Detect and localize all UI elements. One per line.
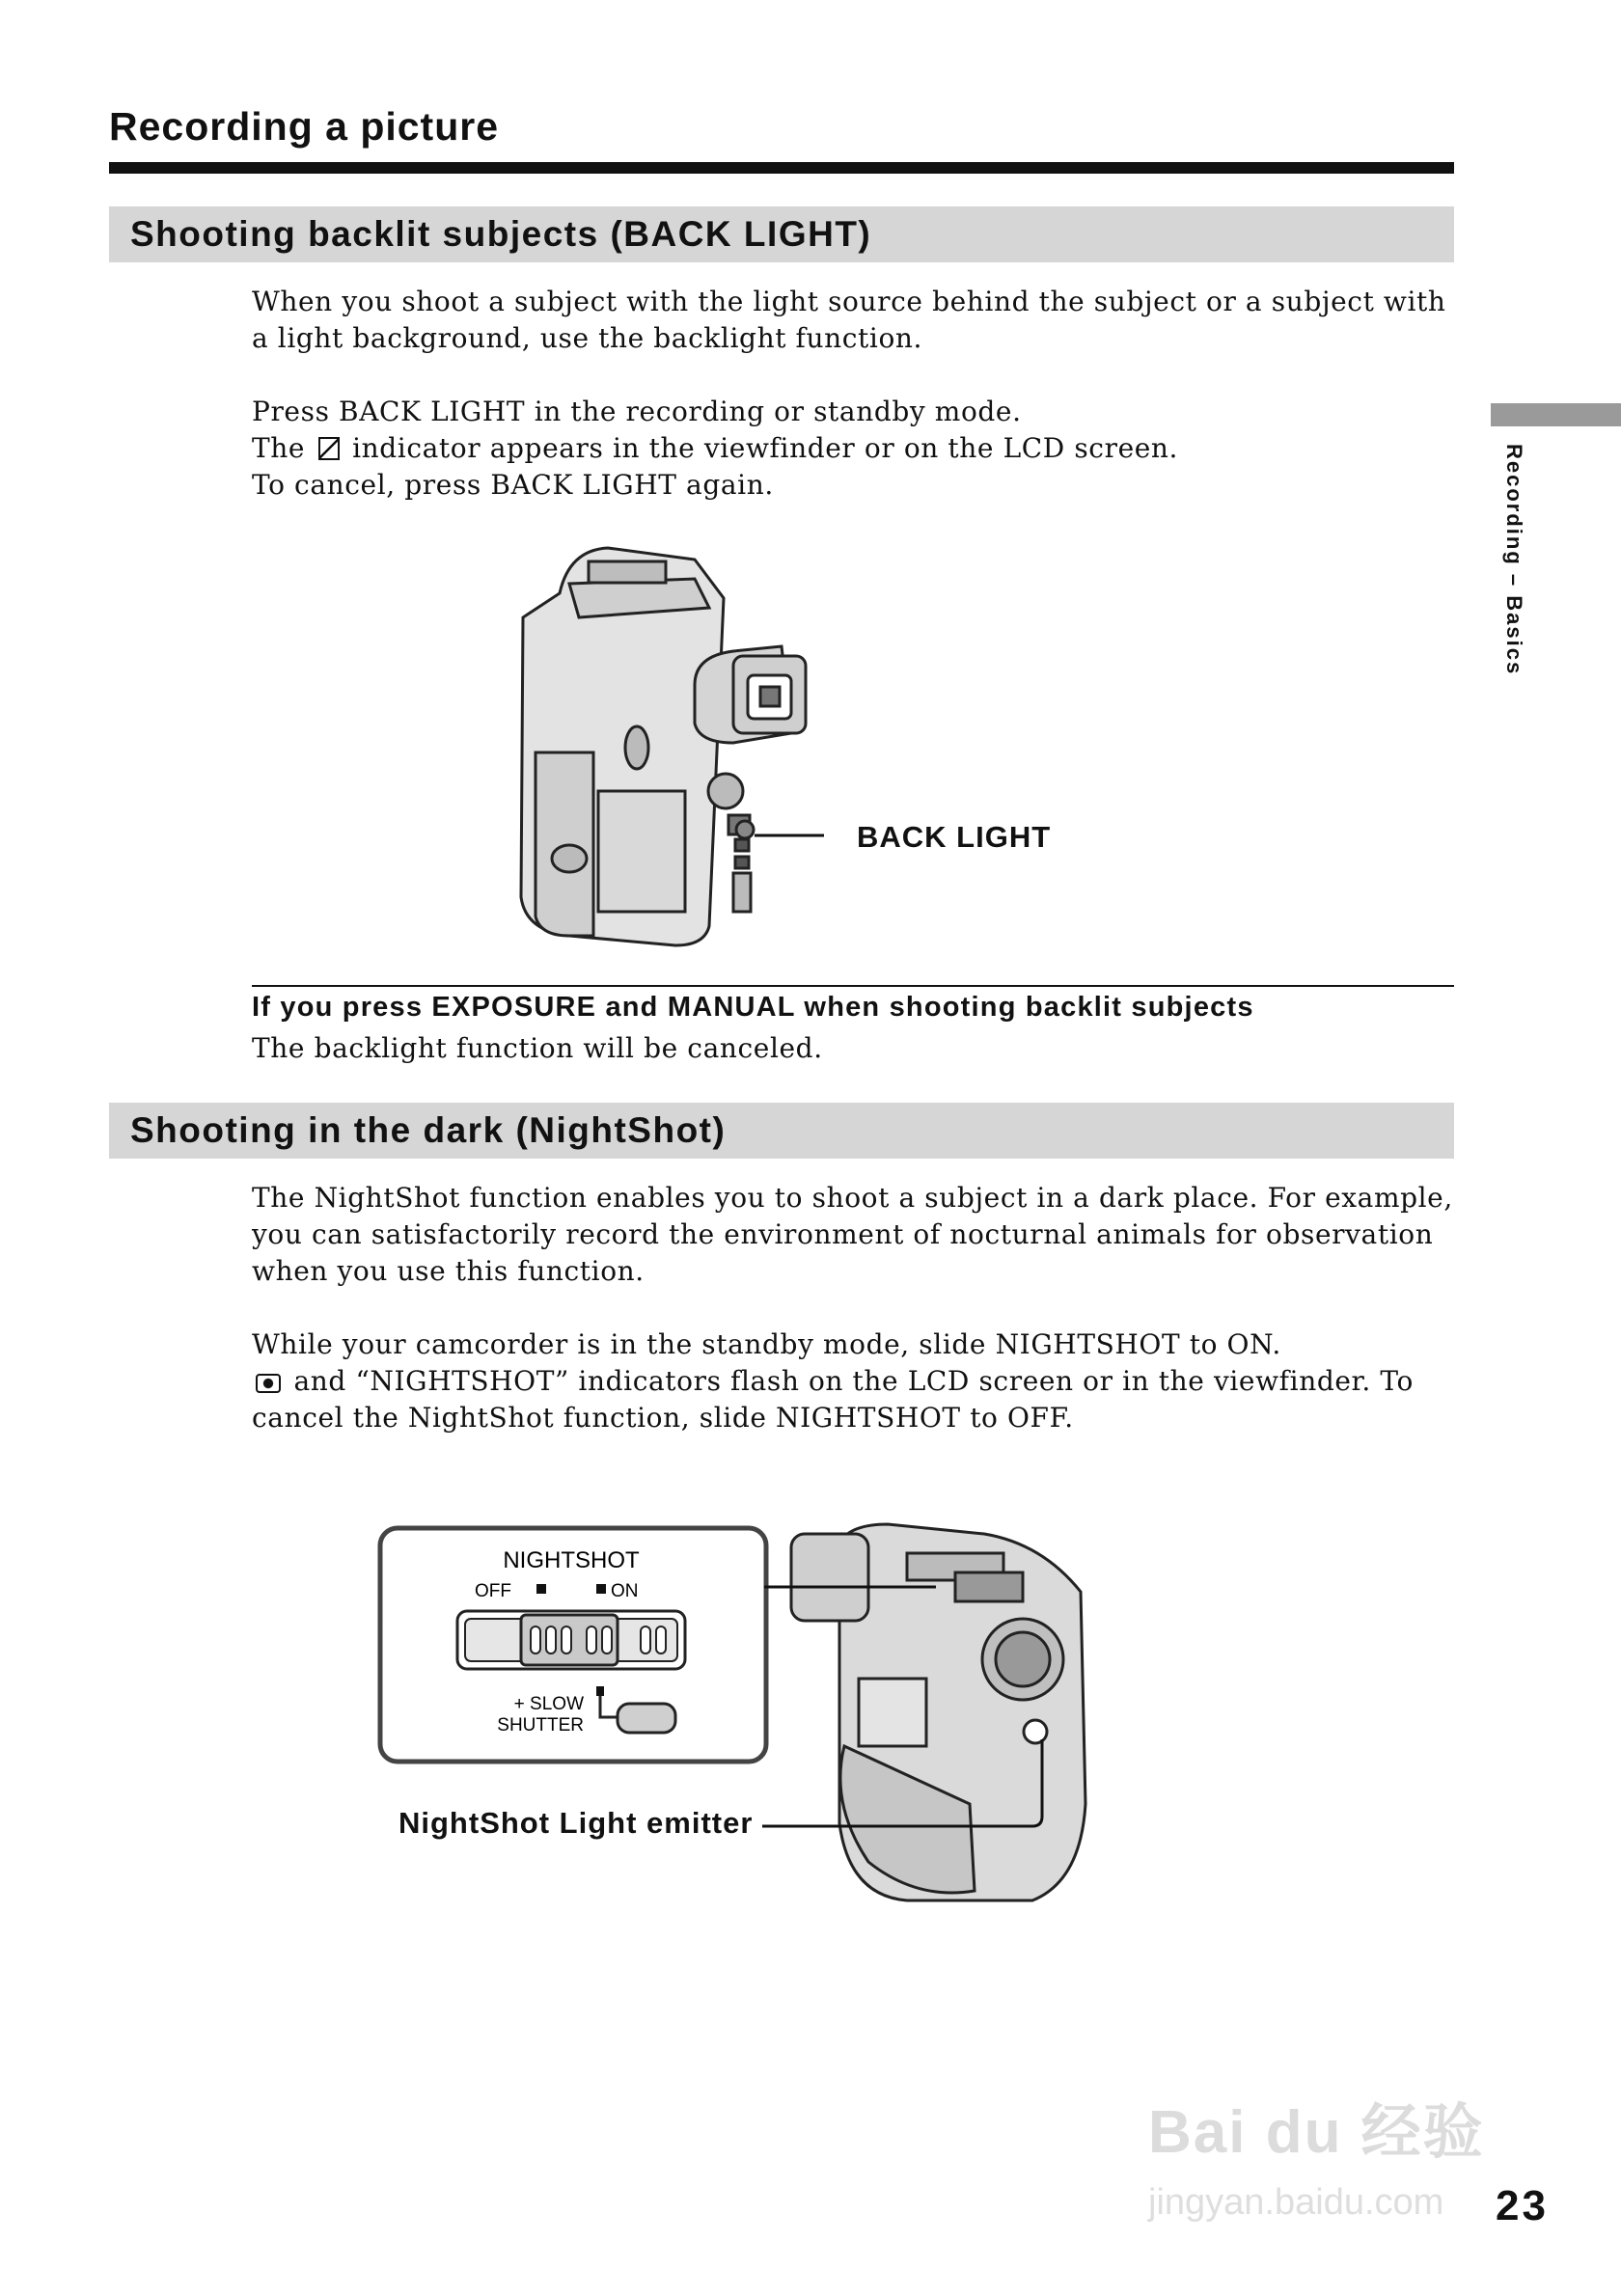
nightshot-steps (252, 1326, 1458, 1436)
nightshot-step-1: While your camcorder is in the standby mode, slide NIGHTSHOT to ON. (252, 1328, 1281, 1360)
switch-off-label: OFF (475, 1581, 511, 1601)
nightshot-intro: The NightShot function enables you to shoot a subject in a dark place. For example, you can satisfactorily record the environment of nocturnal animals for observation when you use this function. (252, 1182, 1453, 1287)
nightshot-step-2 (252, 1363, 1458, 1436)
side-tab-label: Recording – Basics (1502, 444, 1526, 676)
on-marker (596, 1584, 606, 1594)
page-number: 23 (1496, 2182, 1549, 2229)
slow-shutter-label-2: SHUTTER (497, 1715, 584, 1736)
camcorder-backlight-illustration (502, 540, 1042, 955)
nightshot-step-2-text: and “NIGHTSHOT” indicators flash on the LCD screen or in the viewfinder. To cancel the NightShot function, slide NIGHTSHOT to OFF. (252, 1365, 1414, 1434)
backlight-intro: When you shoot a subject with the light source behind the subject or a subject with a light background, use the backlight function. (252, 286, 1446, 354)
backlight-step-2 (252, 430, 1458, 467)
backlight-step-2-pre: The (252, 432, 315, 464)
header-rule (109, 162, 1454, 174)
slow-shutter-label-1: + SLOW (513, 1694, 584, 1714)
watermark-logo: Bai du 经验 (1148, 2099, 1485, 2166)
nightshot-icon (256, 1374, 281, 1393)
backlight-step-2-post: indicator appears in the viewfinder or on the LCD screen. (343, 432, 1179, 464)
off-marker (536, 1584, 546, 1594)
page-title: Recording a picture (109, 104, 500, 149)
nightshot-emitter-callout: NightShot Light emitter (398, 1806, 754, 1840)
backlight-icon (318, 437, 340, 460)
note-rule (252, 985, 1454, 987)
back-light-callout: BACK LIGHT (857, 820, 1052, 854)
watermark-url: jingyan.baidu.com (1148, 2182, 1444, 2223)
callout-lines (753, 1539, 1061, 1847)
backlight-step-3: To cancel, press BACK LIGHT again. (252, 469, 774, 501)
backlight-step-1: Press BACK LIGHT in the recording or standby mode. (252, 396, 1022, 427)
section-heading-backlight: Shooting backlit subjects (BACK LIGHT) (109, 206, 1454, 262)
slow-shutter-button[interactable] (618, 1704, 675, 1733)
note-body: The backlight function will be canceled. (252, 1032, 823, 1064)
nightshot-switch-illustration (376, 1524, 772, 1765)
switch-on-label: ON (611, 1581, 639, 1601)
backlight-steps (252, 394, 1458, 504)
switch-title: NIGHTSHOT (503, 1547, 640, 1573)
note-title: If you press EXPOSURE and MANUAL when shooting backlit subjects (252, 992, 1254, 1023)
section-heading-nightshot: Shooting in the dark (NightShot) (109, 1103, 1454, 1159)
side-tab-marker (1491, 403, 1621, 426)
